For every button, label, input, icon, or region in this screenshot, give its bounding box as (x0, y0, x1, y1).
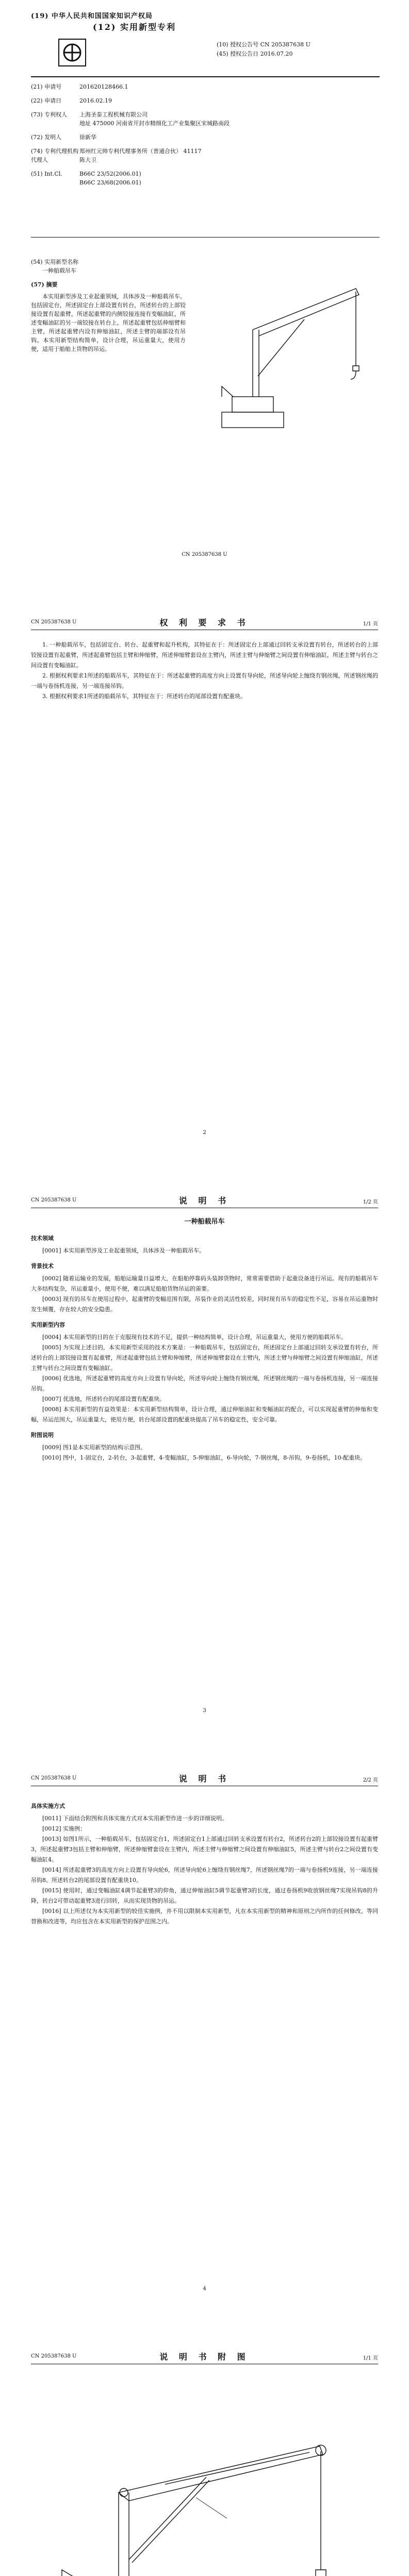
publication-date: (45) 授权公告日 2016.07.20 (217, 50, 293, 57)
utility-name-label: (54) 实用新型名称 (31, 259, 79, 265)
page-title: 说 明 书 (178, 1774, 231, 1784)
claim-item: 3. 根据权利要求1所述的船载吊车，其特征在于：所述转台的尾部设置有配重块。 (42, 693, 246, 700)
header-page-count: 2/2 页 (363, 1777, 378, 1783)
header-page-count: 1/1 页 (363, 2355, 378, 2361)
abstract-figure (201, 268, 377, 443)
section-heading: 具体实施方式 (31, 1803, 65, 1809)
page-footer: CN 205387638 U (182, 552, 227, 557)
section-heading: 附图说明 (31, 1432, 54, 1438)
page-1-front (0, 0, 409, 578)
abstract-block (31, 258, 186, 353)
paragraph: [0012] 实施例： (42, 1825, 86, 1832)
page-number: 4 (203, 2286, 206, 2292)
paragraph: [0011] 下面结合附图和具体实施方式对本实用新型作进一步的详细说明。 (42, 1815, 228, 1822)
biblio-row: (72) 发明人 徐新华 (31, 134, 96, 141)
document-type: (12) 实用新型专利 (93, 22, 176, 32)
paragraph: [0004] 本实用新型的目的在于克服现有技术的不足，提供一种结构简单，设计合理，吊运重量大，使用方便的船载吊车。 (42, 1334, 347, 1341)
page-3-description (0, 1156, 409, 1734)
paragraph: [0002] 随着运输业的发展，船舶运输量日益增大，在船舶停靠码头装卸货物时，常常需要借助于起重设备进行吊运。现有的船载吊车大多结构复杂，吊运重量小，使用不便，难以满足船舶货物吊运的需要。 (31, 1275, 378, 1292)
biblio-row: (22) 申请日 2016.02.19 (31, 97, 112, 104)
office-name: (19) 中华人民共和国国家知识产权局 (31, 12, 153, 20)
page-number: 2 (203, 1130, 206, 1136)
cnipa-logo-icon (57, 37, 88, 68)
biblio-row: (51) Int.Cl. B66C 23/52(2006.01) (31, 171, 141, 177)
paragraph: [0001] 本实用新型涉及工业起重领域，具体涉及一种船载吊车。 (42, 1247, 205, 1254)
claims-body (31, 640, 378, 702)
paragraph: [0007] 优选地，所述转台的尾部设置有配重块。 (42, 1396, 166, 1402)
header-doc-number: CN 205387638 U (31, 1197, 77, 1203)
header-page-count: 1/1 页 (363, 621, 378, 627)
section-heading: 实用新型内容 (31, 1321, 65, 1328)
biblio-row: (21) 申请号 201620128466.1 (31, 83, 128, 90)
description-body (31, 1796, 378, 1927)
biblio-row: 代理人 陈大卫 (31, 157, 96, 163)
header-doc-number: CN 205387638 U (31, 1775, 77, 1781)
biblio-row: 地址 475000 河南省开封市精细化工产业集聚区宋城路南段 (79, 120, 230, 127)
section-rule (31, 237, 380, 238)
page-number: 3 (203, 1708, 206, 1714)
bibliographic-data (31, 82, 237, 187)
page-title: 说 明 书 (178, 1196, 231, 1206)
paragraph: [0009] 图1是本实用新型的结构示意图。 (42, 1444, 146, 1451)
biblio-row: (73) 专利权人 上海圣泰工程机械有限公司 (31, 111, 148, 118)
header-page-count: 1/2 页 (363, 1199, 378, 1205)
crane-drawing (31, 2415, 378, 2576)
paragraph: [0010] 图中，1-固定台，2-转台，3-起重臂，4-变幅油缸，5-伸缩油缸，6-导向轮，7-钢丝绳，8-吊钩，9-卷扬机，10-配重块。 (42, 1454, 366, 1461)
biblio-row: B66C 23/68(2006.01) (79, 179, 141, 186)
paragraph: [0016] 以上所述仅为本实用新型的较佳实施例，并不用以限制本实用新型，凡在本实用新型的精神和原则之内所作的任何修改、等同替换和改进等，均应包含在本实用新型的保护范围之内。 (31, 1908, 378, 1925)
paragraph: [0015] 使用时，通过变幅油缸4调节起重臂3的仰角，通过伸缩油缸5调节起重臂3的长度，通过卷扬机9收放钢丝绳7实现吊钩8的升降，转台2可带动起重臂3进行回转，从而实现货物的吊运。 (31, 1887, 378, 1904)
abstract-text: 本实用新型涉及工业起重领域，具体涉及一种船载吊车。包括固定台，所述固定台上部设置有转台，所述转台的上部铰接设置有起重臂，所述起重臂的内侧铰接连接有变幅油缸，所述变幅油缸的另一端铰接在转台上，所述起重臂包括伸缩臂和主臂，所述起重臂内设有伸缩油缸，所述主臂的端部设有吊钩。本实用新型结构简单，设计合理，吊运重量大，使用方便，适用于船舶上货物的吊运。 (31, 293, 186, 352)
biblio-row: (74) 专利代理机构 郑州红元帅专利代理事务所（普通合伙） 41117 (31, 148, 202, 155)
header-doc-number: CN 205387638 U (31, 2353, 77, 2359)
paragraph: [0005] 为实现上述目的，本实用新型采用的技术方案是：一种船载吊车，包括固定台，所述固定台上部通过回转支承设置有转台，所述转台的上部铰接设置有起重臂，所述起重臂包括主臂和伸缩臂，所述伸缩臂套设在主臂内，所述主臂与伸缩臂之间设置有伸缩油缸，所述主臂与转台之间设置有变幅油缸。 (31, 1344, 378, 1371)
utility-name: 一种船载吊车 (42, 267, 76, 274)
paragraph: [0013] 如图1所示，一种船载吊车，包括固定台1，所述固定台1上部通过回转支承设置有转台2，所述转台2的上部铰接设置有起重臂3，所述起重臂3包括主臂和伸缩臂，所述伸缩臂套设在主臂内，所述主臂与伸缩臂之间设置有伸缩油缸5，所述主臂与转台2之间设置有变幅油缸4。 (31, 1836, 378, 1863)
claim-item: 2. 根据权利要求1所述的船载吊车，其特征在于：所述起重臂的高度方向上设置有导向轮，所述导向轮上缠绕有钢丝绳，所述钢丝绳的一端与卷扬机连接，另一端连接吊钩。 (31, 672, 378, 689)
section-heading: 背景技术 (31, 1263, 54, 1269)
page-2-claims (0, 578, 409, 1156)
header-doc-number: CN 205387638 U (31, 619, 77, 625)
page-4-description (0, 1734, 409, 2312)
claim-item: 1. 一种船载吊车，包括固定台、转台、起重臂和起升机构，其特征在于：所述固定台上部通过回转支承设置有转台，所述转台的上部铰接设置有起重臂，所述起重臂包括主臂和伸缩臂，所述伸缩臂套设在主臂内，所述主臂与伸缩臂之间设置有伸缩油缸，所述主臂与转台之间设置有变幅油缸。 (31, 641, 378, 669)
invention-name: 一种船载吊车 (184, 1218, 225, 1226)
paragraph: [0003] 现有的吊车在使用过程中，起重臂的变幅范围有限，吊装作业的灵活性较差，同时现有吊车的稳定性不足，容易在吊运重物时发生倾覆，存在较大的安全隐患。 (31, 1296, 378, 1313)
page-5-drawings (0, 2312, 409, 2576)
section-heading: 技术领域 (31, 1235, 54, 1242)
abstract-heading: (57) 摘要 (31, 281, 58, 288)
paragraph: [0008] 本实用新型的有益效果是：本实用新型结构简单，设计合理，通过伸缩油缸和变幅油缸的配合，可以实现起重臂的伸缩和变幅，吊运范围大，吊运重量大，使用方便，转台尾部设置的配重块提高了吊车的稳定性，安全可靠。 (31, 1406, 378, 1423)
publication-number: (10) 授权公告号 CN 205387638 U (217, 41, 310, 48)
publication-info (217, 40, 310, 59)
paragraph: [0014] 所述起重臂3的高度方向上设置有导向轮6，所述导向轮6上缠绕有钢丝绳7，所述钢丝绳7的一端与卷扬机9连接，另一端连接吊钩8。所述转台2的尾部设置有配重块10。 (31, 1867, 378, 1884)
page-title: 说 明 书 附 图 (159, 2352, 250, 2362)
description-body (31, 1215, 378, 1463)
page-title: 权 利 要 求 书 (159, 618, 250, 628)
paragraph: [0006] 优选地，所述起重臂的高度方向上设置有导向轮，所述导向轮上缠绕有钢丝绳，所述钢丝绳的一端与卷扬机连接，另一端连接吊钩。 (31, 1375, 378, 1392)
header-rule (31, 76, 380, 77)
